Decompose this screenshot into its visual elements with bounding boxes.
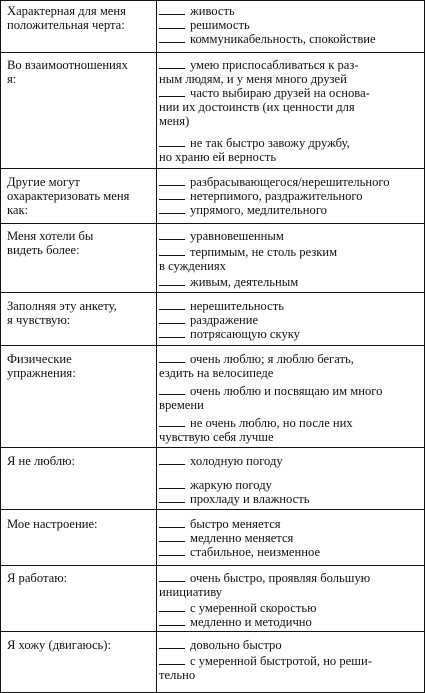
answer-option xyxy=(159,58,421,86)
answer-option xyxy=(159,601,421,615)
answer-blank[interactable] xyxy=(159,664,185,665)
question-label: Мое настроение: xyxy=(7,517,98,531)
answer-option-text: разбрасывающегося/нерешительного xyxy=(190,175,390,189)
question-label: Во взаимоотношениях я: xyxy=(7,58,128,86)
answer-option xyxy=(159,189,421,203)
answer-option xyxy=(159,654,421,682)
answer-option-text: уравновешенным xyxy=(190,229,284,243)
question-label: Я хожу (двигаюсь): xyxy=(7,638,111,652)
answer-blank[interactable] xyxy=(159,464,185,465)
answer-blank[interactable] xyxy=(159,362,185,363)
row-divider xyxy=(1,168,424,169)
answer-option-text: довольно быстро xyxy=(190,638,282,652)
answer-option-text: нетерпимого, раздражительного xyxy=(190,189,363,203)
answer-option xyxy=(159,4,421,18)
answer-option-text: с умеренной скоростью xyxy=(190,601,317,615)
answer-option xyxy=(159,203,421,217)
row-divider xyxy=(1,223,424,224)
answer-blank[interactable] xyxy=(159,555,185,556)
answer-option xyxy=(159,136,421,164)
answer-option xyxy=(159,454,421,468)
answer-option-text: стабильное, неизменное xyxy=(190,545,321,559)
answer-option-text: медленно меняется xyxy=(190,531,294,545)
answer-option xyxy=(159,571,421,599)
answer-blank[interactable] xyxy=(159,426,185,427)
answer-blank[interactable] xyxy=(159,488,185,489)
answer-blank[interactable] xyxy=(159,502,185,503)
answer-blank[interactable] xyxy=(159,541,185,542)
answer-option-text: не так быстро завожу дружбу, но храню ей верность xyxy=(159,136,350,164)
answer-option xyxy=(159,352,421,380)
answer-option-text: терпимым, не столь резким в суждениях xyxy=(159,245,338,273)
row-divider xyxy=(1,631,424,632)
question-label: Я не люблю: xyxy=(7,454,76,468)
answer-option-text: очень быстро, проявляя большую инициативу xyxy=(159,571,371,599)
answer-option-text: умею приспосабливаться к раз- ным людям, и у меня много друзей xyxy=(159,58,359,86)
row-divider xyxy=(1,447,424,448)
answer-blank[interactable] xyxy=(159,185,185,186)
answer-option xyxy=(159,517,421,531)
answer-option xyxy=(159,545,421,559)
answer-option-text: жаркую погоду xyxy=(190,478,272,492)
row-divider xyxy=(1,292,424,293)
answer-blank[interactable] xyxy=(159,42,185,43)
answer-option-text: решимость xyxy=(190,18,250,32)
answer-blank[interactable] xyxy=(159,527,185,528)
answer-option-text: живость xyxy=(190,4,235,18)
row-divider xyxy=(1,565,424,566)
answer-blank[interactable] xyxy=(159,199,185,200)
answer-option-text: коммуникабельность, спокойствие xyxy=(190,32,376,46)
answer-option xyxy=(159,327,421,341)
answer-blank[interactable] xyxy=(159,309,185,310)
row-divider xyxy=(1,52,424,53)
answer-blank[interactable] xyxy=(159,625,185,626)
answer-blank[interactable] xyxy=(159,255,185,256)
answer-option xyxy=(159,531,421,545)
answer-blank[interactable] xyxy=(159,581,185,582)
answer-option-text: с умеренной быстротой, но реши- тельно xyxy=(159,654,372,682)
answer-option xyxy=(159,245,421,273)
answer-option xyxy=(159,18,421,32)
answer-option-text: очень люблю и посвящаю им много времени xyxy=(159,384,383,412)
answer-option-text: раздражение xyxy=(190,313,259,327)
answer-option xyxy=(159,615,421,629)
row-divider xyxy=(1,509,424,510)
answer-blank[interactable] xyxy=(159,239,185,240)
question-label: Физические упражнения: xyxy=(7,352,76,380)
answer-option-text: холодную погоду xyxy=(190,454,283,468)
answer-option xyxy=(159,384,421,412)
answer-blank[interactable] xyxy=(159,337,185,338)
answer-blank[interactable] xyxy=(159,68,185,69)
answer-option-text: потрясающую скуку xyxy=(190,327,300,341)
answer-option xyxy=(159,86,421,128)
answer-blank[interactable] xyxy=(159,323,185,324)
answer-option-text: медленно и методично xyxy=(190,615,312,629)
answer-option xyxy=(159,32,421,46)
row-divider xyxy=(1,345,424,346)
answer-option-text: нерешительность xyxy=(190,299,284,313)
answer-blank[interactable] xyxy=(159,611,185,612)
answer-option-text: часто выбираю друзей на основа- нии их достоинств (их ценности для меня) xyxy=(159,86,370,128)
answer-option xyxy=(159,492,421,506)
question-label: Заполняя эту анкету, я чувствую: xyxy=(7,299,117,327)
answer-blank[interactable] xyxy=(159,394,185,395)
answer-option-text: быстро меняется xyxy=(190,517,281,531)
column-divider xyxy=(156,1,157,692)
answer-blank[interactable] xyxy=(159,648,185,649)
answer-option xyxy=(159,638,421,652)
answer-option xyxy=(159,275,421,289)
answer-blank[interactable] xyxy=(159,96,185,97)
answer-blank[interactable] xyxy=(159,285,185,286)
answer-option xyxy=(159,175,421,189)
answer-option-text: прохладу и влажность xyxy=(190,492,310,506)
question-label: Характерная для меня положительная черта: xyxy=(7,4,126,32)
answer-option-text: упрямого, медлительного xyxy=(190,203,327,217)
question-label: Меня хотели бы видеть более: xyxy=(7,229,94,257)
answer-option xyxy=(159,299,421,313)
answer-option xyxy=(159,478,421,492)
answer-blank[interactable] xyxy=(159,14,185,15)
answer-option-text: очень люблю; я люблю бегать, ездить на велосипеде xyxy=(159,352,354,380)
question-label: Другие могут охарактеризовать меня как: xyxy=(7,175,130,217)
answer-option xyxy=(159,229,421,243)
answer-blank[interactable] xyxy=(159,146,185,147)
answer-blank[interactable] xyxy=(159,28,185,29)
answer-option-text: живым, деятельным xyxy=(190,275,299,289)
answer-option xyxy=(159,313,421,327)
answer-blank[interactable] xyxy=(159,213,185,214)
question-label: Я работаю: xyxy=(7,571,68,585)
answer-option xyxy=(159,416,421,444)
answer-option-text: не очень люблю, но после них чувствую себя лучше xyxy=(159,416,353,444)
